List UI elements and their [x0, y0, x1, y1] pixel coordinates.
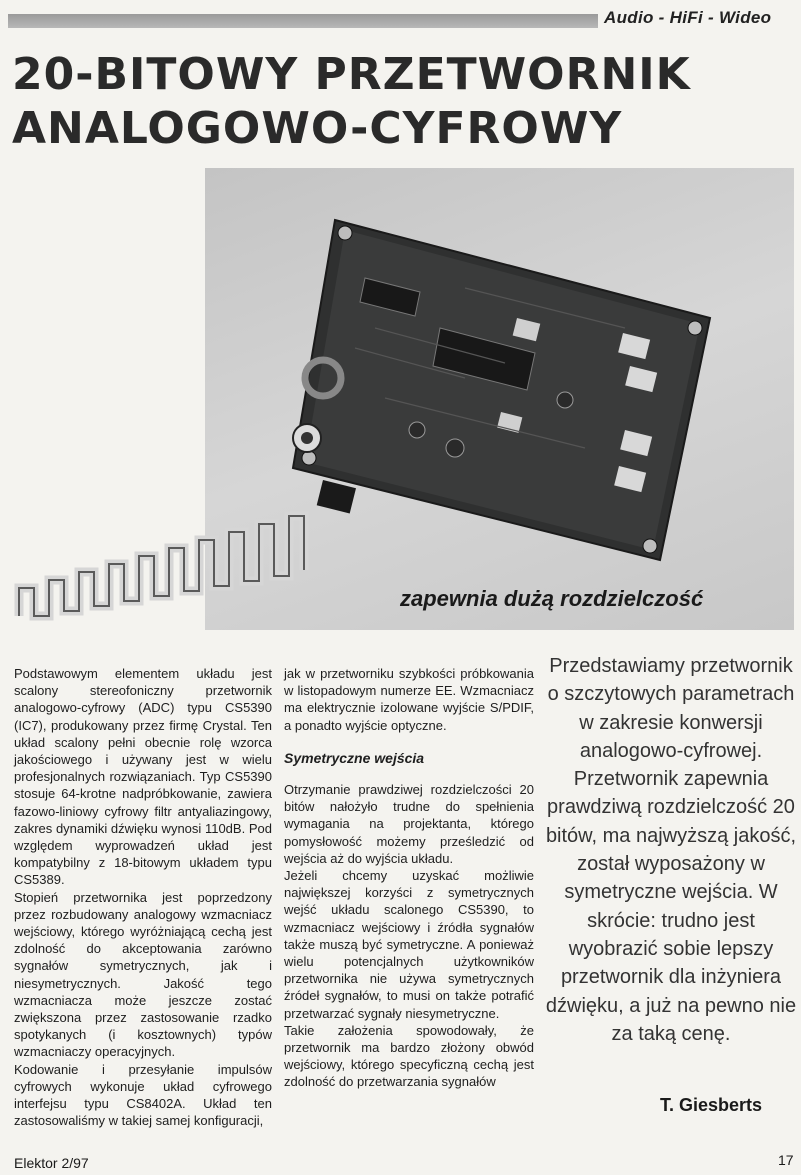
body-paragraph: Takie założenia spowodowały, że przetwornik ma bardzo złożony obwód wejściowy, którego specyficzną cechą jest zdolność do przetwarzania sygnałów: [284, 1022, 534, 1090]
title-line-2: ANALOGOWO-CYFROWY: [12, 103, 623, 154]
author-name: T. Giesberts: [660, 1095, 763, 1115]
intro-standfirst: Przedstawiamy przetwornik o szczytowych parametrach w zakresie konwersji analogowo-cyfrowej. Przetwornik zapewnia prawdziwą rozdzielczość 20 bitów, ma najwyższą jakość, został wyposażony w symetryczne wejścia. W skrócie: trudno jest wyobrazić sobie lepszy przetwornik dla inżyniera dźwięku, a już na pewno nie za taką cenę.: [545, 655, 797, 1045]
body-paragraph: Kodowanie i przesyłanie impulsów cyfrowych wykonuje układ cyfrowego interfejsu typu CS8402A. Układ ten zastosowaliśmy w takiej samej konfiguracji,: [14, 1061, 272, 1129]
page-number: 17: [778, 1152, 794, 1168]
body-column-1: [14, 665, 272, 1129]
body-paragraph: Podstawowym elementem układu jest scalony stereofoniczny przetwornik analogowo-cyfrowy (ADC) typu CS5390 (IC7), produkowany przez firmę Crystal. Ten układ scalony pełni obecnie rolę wzorca jakościowego i używany jest w wielu profesjonalnych rozwiązaniach. Typ CS5390 stosuje 64-krotne nadpróbkowanie, zawiera fazowo-liniowy cyfrowy filtr antyaliazingowy, zakres dynamiki dźwięku wynosi 110dB. Pod względem wyprowadzeń układ jest kompatybilny z 18-bitowym układem typu CS5389.: [14, 666, 272, 888]
body-paragraph: Stopień przetwornika jest poprzedzony przez rozbudowany analogowy wzmacniacz wejściowy, którego wyróżniającą cechą jest zdolność do akceptowania zarówno sygnałów symetrycznych, jak i niesymetrycznych. Jakość tego wzmacniacza może jeszcze zostać zwiększona przez zastosowanie rzadko spotykanych (i kosztownych) typów wzmacniaczy operacyjnych.: [14, 889, 272, 1060]
body-paragraph: Jeżeli chcemy uzyskać możliwie największej korzyści z symetrycznych wejść układu scalonego CS5390, to wzmacniacz wejściowy i źródła sygnałów także muszą być symetryczne. A ponieważ wielu potencjalnych użytkowników przetwornika nie używa symetrycznych źródeł sygnałów, to musi on także potrafić przetwarzać sygnały niesymetryczne.: [284, 868, 534, 1021]
article-subtitle: zapewnia dużą rozdzielczość: [400, 586, 704, 611]
body-paragraph: Otrzymanie prawdziwej rozdzielczości 20 bitów nałożyło trudne do spełnienia wymagania na projektanta, którego pomysłowość możemy prześledzić od wejścia aż do wyjścia układu.: [284, 782, 534, 866]
section-heading: Symetryczne wejścia: [284, 749, 425, 766]
title-line-1: 20-BITOWY PRZETWORNIK: [12, 49, 691, 100]
article-title: [12, 48, 792, 156]
body-paragraph: jak w przetworniku szybkości próbkowania w listopadowym numerze EE. Wzmacniacz ma elektrycznie izolowane wyjście S/PDIF, a ponadto wyjście optyczne.: [284, 666, 534, 733]
square-wave-graphic: [14, 498, 314, 628]
body-column-2: [284, 665, 534, 1091]
header-rule: [8, 14, 598, 28]
magazine-issue: Elektor 2/97: [14, 1155, 89, 1171]
section-label: Audio - HiFi - Wideo: [604, 8, 772, 27]
